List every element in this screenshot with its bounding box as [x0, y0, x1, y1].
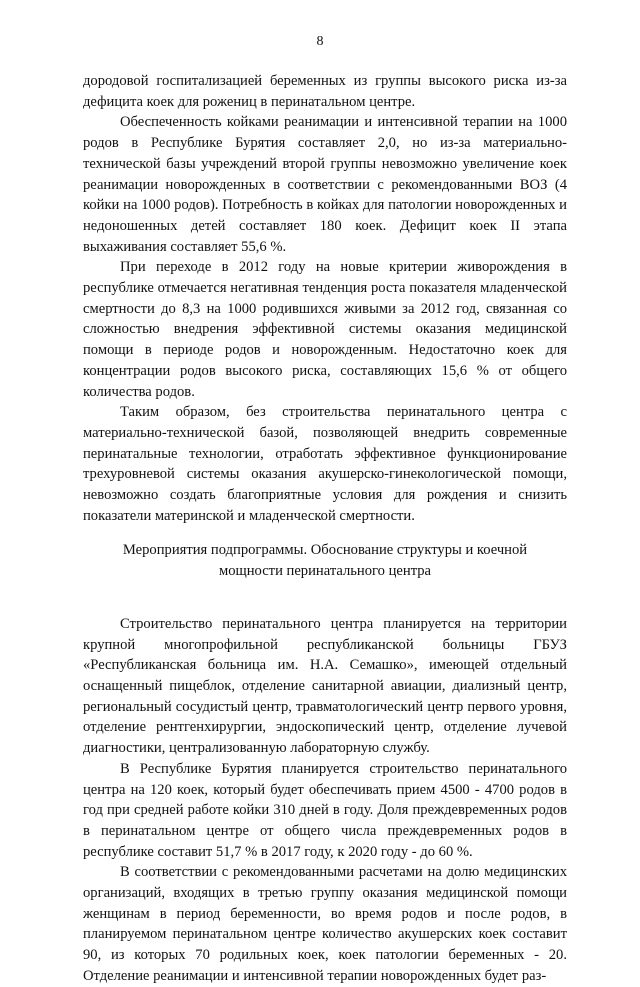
document-body: [83, 71, 567, 987]
paragraph: Обеспеченность койками реанимации и интенсивной терапии на 1000 родов в Республике Бурятия составляет 2,0, но из-за материально-технической базы учреждений второй группы невозможно увеличение коек реанимации новорожденных в соответствии с рекомендованными ВОЗ (4 койки на 1000 родов). Потребность в койках для патологии новорожденных и недоношенных детей составляет 180 коек. Дефицит коек II этапа выхаживания составляет 55,6 %.: [83, 114, 567, 255]
section-heading-line: Мероприятия подпрограммы. Обоснование структуры и коечной: [122, 542, 528, 559]
paragraph: В соответствии с рекомендованными расчетами на долю медицинских организаций, входящих в третью группу оказания медицинской помощи женщинам в период беременности, во время родов и после родов, в планируемом перинатальном центре количество акушерских коек составит 90, из которых 70 родильных коек, коек патологии беременных - 20. Отделение реанимации и интенсивной терапии новорожденных будет раз-: [83, 864, 567, 984]
paragraph: В Республике Бурятия планируется строительство перинатального центра на 120 коек, который будет обеспечивать прием 4500 - 4700 родов в год при средней работе койки 310 дней в году. Доля преждевременных родов в перинатальном центре от общего числа преждевременных родов в республике составит 51,7 % в 2017 году, к 2020 году - до 60 %.: [83, 760, 567, 860]
paragraph: дородовой госпитализацией беременных из группы высокого риска из-за дефицита коек для рожениц в перинатальном центре.: [83, 73, 567, 110]
section-heading: [83, 540, 567, 581]
paragraph: При переходе в 2012 году на новые критерии живорождения в республике отмечается негативная тенденция роста показателя младенческой смертности до 8,3 на 1000 родившихся живыми за 2012 год, связанная со сложностью внедрения эффективной системы оказания медицинской помощи в периоде родов и новорожденным. Недостаточно коек для концентрации родов высокого риска, составляющих 15,6 % от общего количества родов.: [83, 259, 567, 400]
paragraph: Строительство перинатального центра планируется на территории крупной многопрофильной республиканской больницы ГБУЗ «Республиканская больница им. Н.А. Семашко», имеющей отдельный оснащенный пищеблок, отделение санитарной авиации, диализный центр, региональный сосудистый центр, травматологический центр первого уровня, отделение рентгенхирургии, эндоскопический центр, отделение лучевой диагностики, централизованную лабораторную службу.: [83, 615, 567, 757]
section-heading-line: мощности перинатального центра: [218, 563, 432, 580]
page-number: 8: [316, 34, 324, 49]
paragraph: Таким образом, без строительства перинатального центра с материально-технической базой, позволяющей внедрить современные перинатальные технологии, отработать эффективное функционирование трехуровневой системы оказания акушерско-гинекологической помощи, невозможно создать благоприятные условия для рождения и снизить показатели материнской и младенческой смертности.: [83, 404, 567, 524]
